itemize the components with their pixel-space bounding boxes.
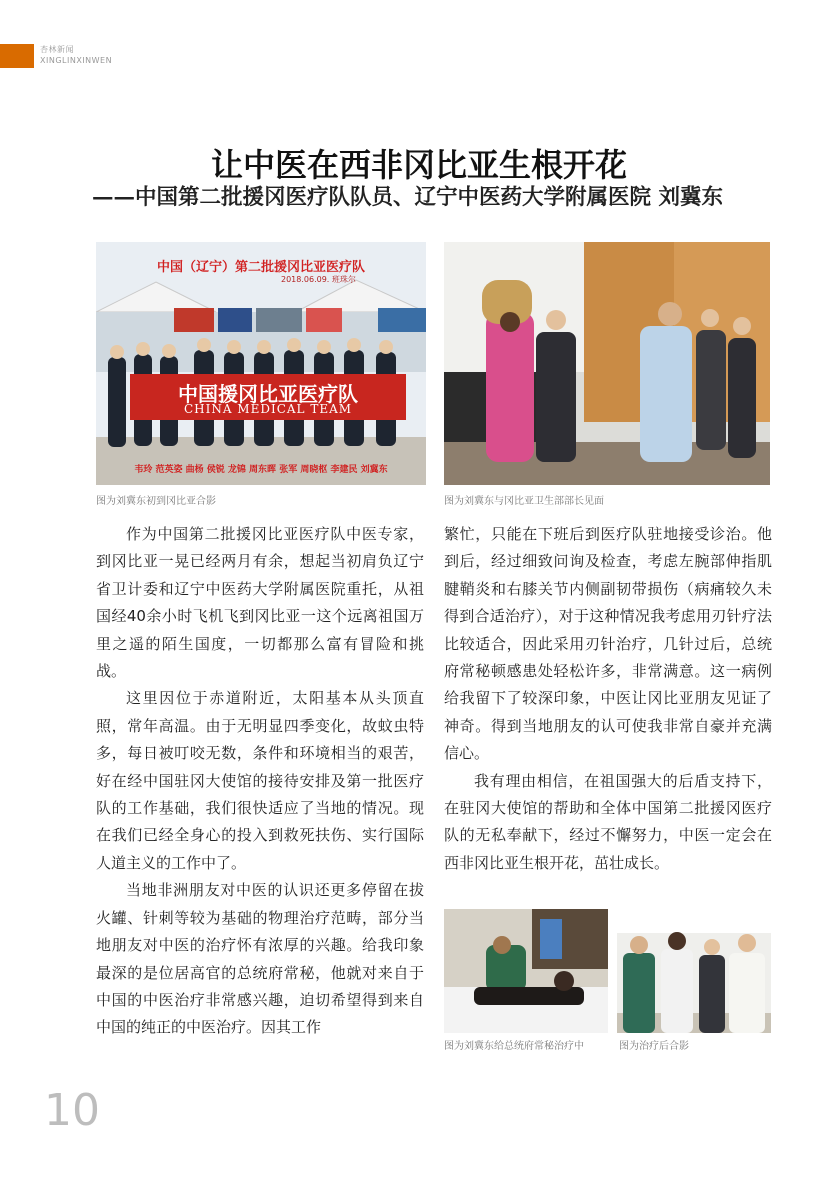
photo-caption: 图为刘冀东与冈比亚卫生部部长见面 xyxy=(444,496,604,507)
photo-date: 2018.06.09. 班珠尔 xyxy=(281,275,356,284)
running-header xyxy=(40,44,112,66)
body-column-right xyxy=(444,521,772,877)
body-paragraph: 当地非洲朋友对中医的认识还更多停留在拔火罐、针刺等较为基础的物理治疗范畴，部分当地朋友对中医的治疗怀有浓厚的兴趣。给我印象最深的是位居高官的总统府常秘，他就对来自于中国的中医治疗非常感兴趣，迫切希望得到来自中国的纯正的中医治疗。因其工作 xyxy=(96,881,424,1037)
body-paragraph: 繁忙，只能在下班后到医疗队驻地接受诊治。他到后，经过细致问询及检查，考虑左腕部伸指肌腱鞘炎和右膝关节内侧副韧带损伤（病痛较久未得到合适治疗），对于这种情况我考虑用刃针疗法比较适合，因此采用刃针治疗，几针过后，总统府常秘顿感患处轻松许多，非常满意。这一病例给我留下了较深印象，中医让冈比亚朋友见证了神奇。得到当地朋友的认可使我非常自豪并充满信心。 xyxy=(444,525,772,763)
body-paragraph: 我有理由相信，在祖国强大的后盾支持下，在驻冈大使馆的帮助和全体中国第二批援冈医疗队的无私奉献下，经过不懈努力，中医一定会在西非冈比亚生根开花，茁壮成长。 xyxy=(444,771,772,872)
photo-caption: 图为刘冀东给总统府常秘治疗中 xyxy=(444,1041,584,1052)
article-title: 让中医在西非冈比亚生根开花 xyxy=(210,146,627,184)
header-section-pinyin: XINGLINXINWEN xyxy=(40,56,113,65)
photo-heading: 中国（辽宁）第二批援冈比亚医疗队 xyxy=(156,260,365,275)
team-names: 韦玲 范英姿 曲杨 侯锐 龙锦 周东晖 张军 周晓枢 李建民 刘冀东 xyxy=(134,465,388,475)
banner-english-text: CHINA MEDICAL TEAM xyxy=(183,402,353,416)
body-column-left xyxy=(96,521,424,1042)
minister-meeting-photo xyxy=(444,242,770,485)
photo-caption: 图为治疗后合影 xyxy=(619,1041,689,1052)
header-section-name: 杏林新闻 xyxy=(40,45,74,54)
post-treatment-group-photo xyxy=(617,909,771,1033)
treatment-photo xyxy=(444,909,608,1033)
body-paragraph: 这里因位于赤道附近，太阳基本从头顶直照，常年高温。由于无明显四季变化，故蚊虫特多，每日被叮咬无数，条件和环境相当的艰苦，好在经中国驻冈大使馆的接待安排及第一批医疗队的工作基础，我们很快适应了当地的情况。现在我们已经全身心的投入到救死扶伤、实行国际人道主义的工作中了。 xyxy=(96,689,424,872)
article-subtitle: ——中国第二批援冈医疗队队员、辽宁中医药大学附属医院 刘冀东 xyxy=(92,185,723,210)
photo-caption: 图为刘冀东初到冈比亚合影 xyxy=(96,496,216,507)
page-number: 10 xyxy=(44,1085,100,1136)
banner-chinese-text: 中国援冈比亚医疗队 xyxy=(178,382,358,406)
section-tab xyxy=(0,44,34,68)
body-paragraph: 作为中国第二批援冈比亚医疗队中医专家，到冈比亚一晃已经两月有余，想起当初肩负辽宁省卫计委和辽宁中医药大学附属医院重托，从祖国经40余小时飞机飞到冈比亚一这个远离祖国万里之遥的陌生国度，一切都那么富有冒险和挑战。 xyxy=(96,525,424,681)
group-photo xyxy=(96,242,426,485)
